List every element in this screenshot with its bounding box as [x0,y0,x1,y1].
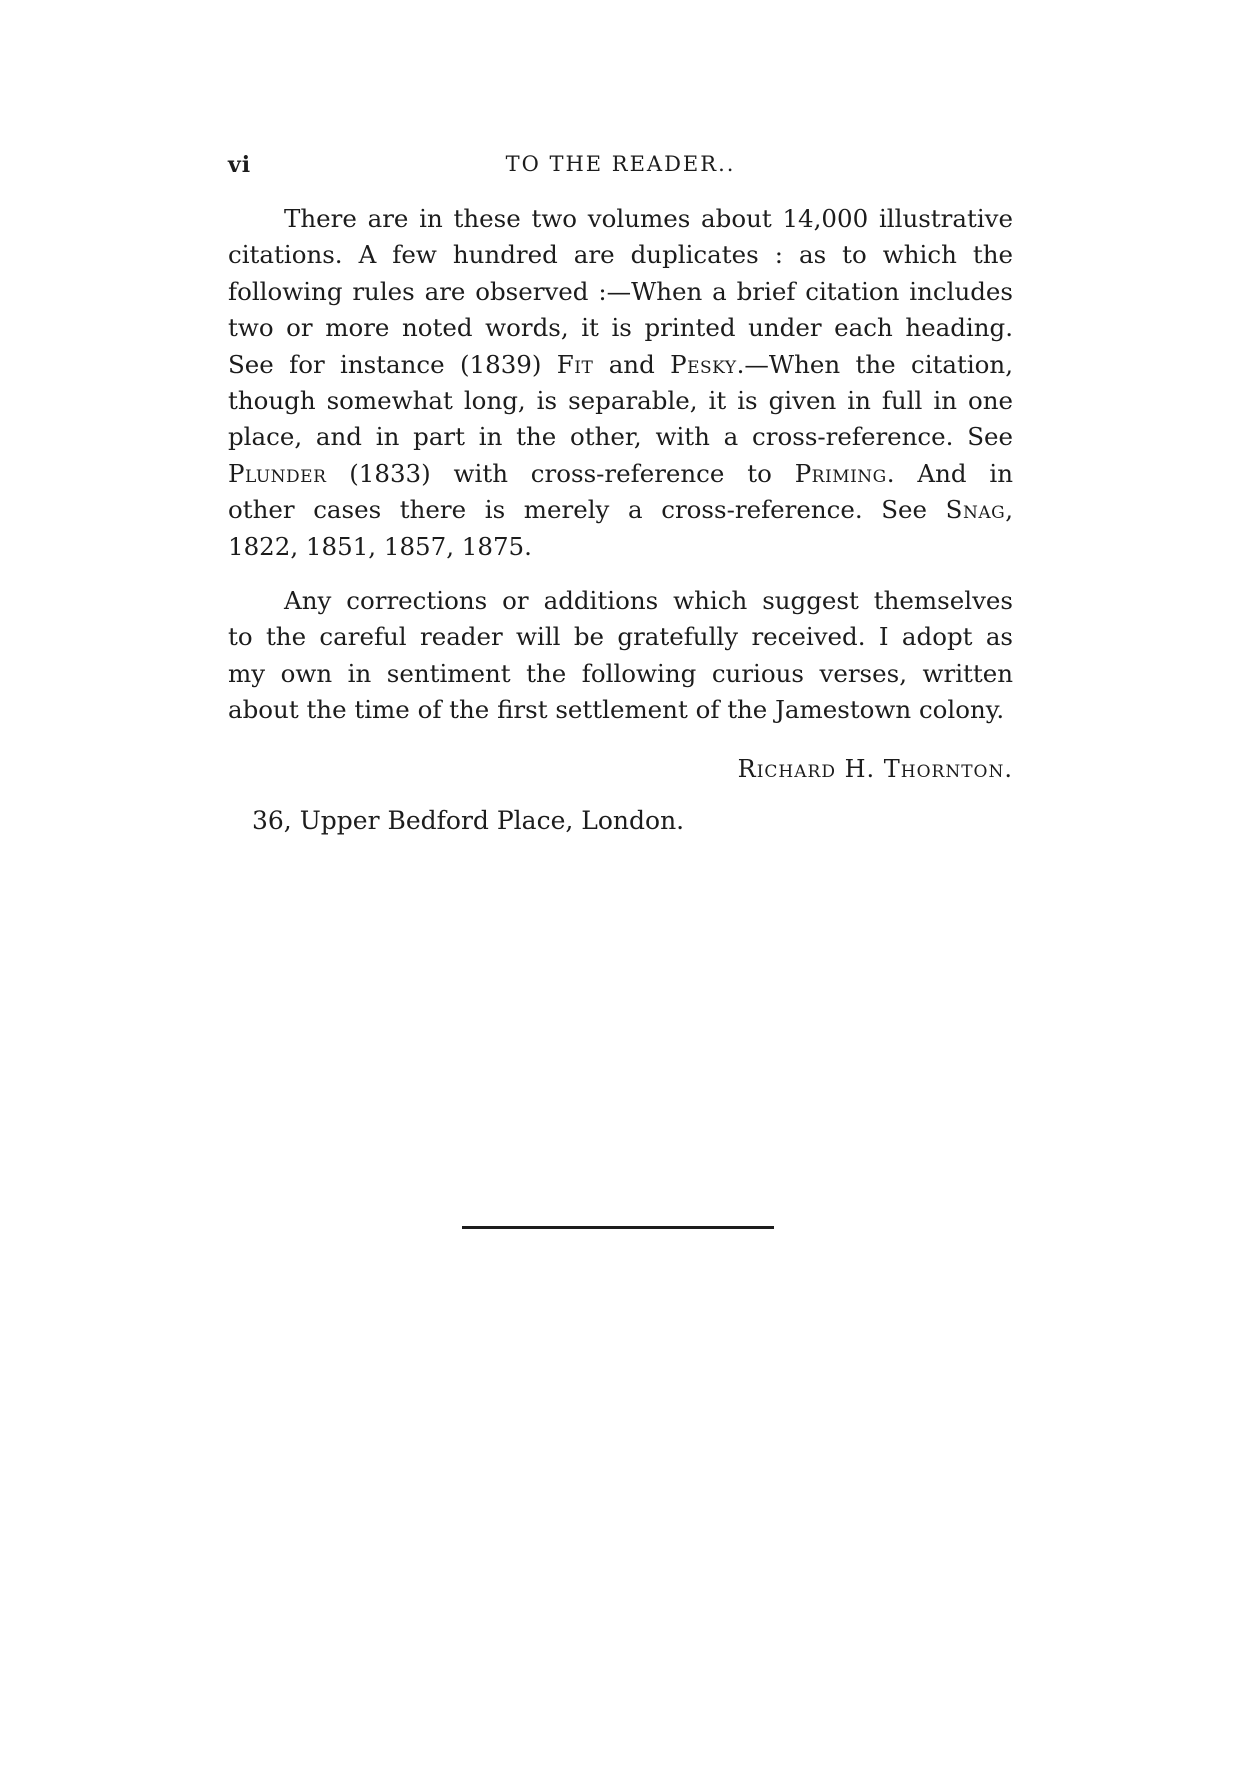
text-line [228,492,1013,528]
text-fragment: . And in [886,458,1013,488]
text-line: two or more noted words, it is printed under each heading. [228,313,1013,343]
text-line: Any corrections or additions which suggest themselves [284,586,1013,615]
headword-plunder: Plunder [228,458,327,488]
author-signature: Richard H. Thornton. [737,755,1013,783]
author-address: 36, Upper Bedford Place, London. [252,806,685,835]
text-fragment: .—When the citation, [736,349,1013,379]
text-fragment: and [608,349,655,379]
text-line: my own in sentiment the following curious verses, written [228,658,1013,688]
text-fragment: See for instance (1839) [228,349,542,379]
text-fragment: (1833) with cross-reference to [349,458,772,488]
page-number: vi [228,152,252,178]
text-line: following rules are observed :—When a brief citation includes [228,276,1013,306]
headword-priming: Priming [794,458,887,488]
text-line: to the careful reader will be gratefully received. I adopt as [228,622,1013,652]
text-fragment: , [1005,495,1013,525]
text-line: though somewhat long, is separable, it is given in full in one [228,386,1013,416]
text-line [228,456,1013,492]
text-line: 1822, 1851, 1857, 1875. [228,531,532,561]
paragraph-citations [228,201,1013,565]
text-line: about the time of the first settlement of the Jamestown colony. [228,695,1005,725]
running-head [228,152,1013,182]
text-fragment: other cases there is merely a cross-reference. See [228,495,928,525]
headword-fit: Fit [556,349,594,379]
text-line: There are in these two volumes about 14,000 illustrative [284,204,1013,233]
text-line [228,347,1013,383]
running-title: TO THE READER.. [505,152,736,176]
text-line: place, and in part in the other, with a cross-reference. See [228,422,1013,452]
horizontal-rule [462,1226,774,1229]
headword-pesky: Pesky [670,349,737,379]
headword-snag: Snag [945,495,1006,525]
text-line: citations. A few hundred are duplicates : as to which the [228,240,1013,270]
paragraph-corrections [228,583,1013,729]
